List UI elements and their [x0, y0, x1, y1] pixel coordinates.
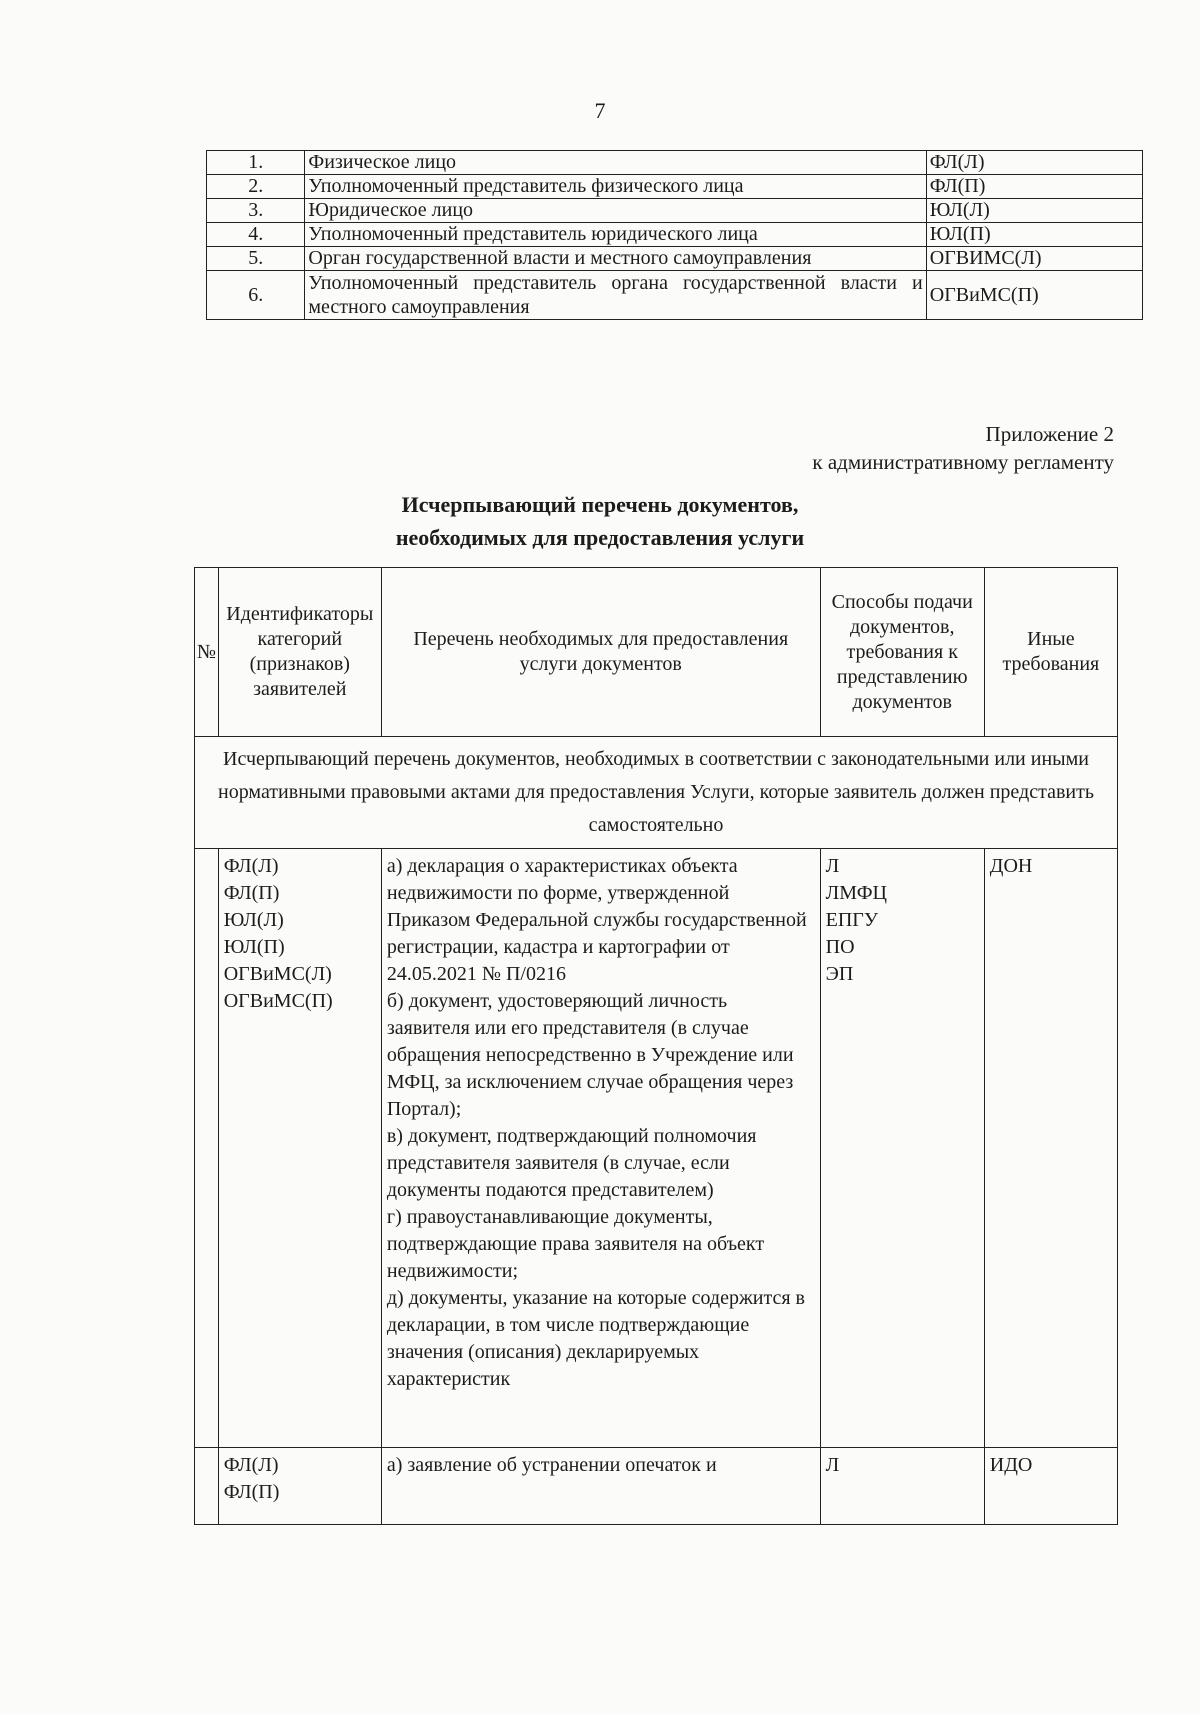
document-item: б) документ, удостоверяющий личность заявителя или его представителя (в случае обращения непосредственно в Учреждение или МФЦ, за исключением случае обращения через Портал);: [386, 990, 794, 1120]
header-documents: Перечень необходимых для предоставления услуги документов: [381, 568, 820, 737]
category-code: ОГВиМС(П): [926, 271, 1142, 320]
document-item: г) правоустанавливающие документы, подтверждающие права заявителя на объект недвижимости;: [386, 1206, 765, 1282]
header-submission-methods: Способы подачи документов, требования к представлению документов: [820, 568, 984, 737]
category-name: Орган государственной власти и местного самоуправления: [305, 247, 926, 271]
submission-method: Л: [825, 855, 840, 877]
identifier: ЮЛ(Л): [223, 909, 284, 931]
identifier: ОГВиМС(П): [223, 990, 333, 1012]
page-number: 7: [594, 98, 606, 123]
category-name: Уполномоченный представитель юридического лица: [305, 223, 926, 247]
appendix-note: [812, 420, 1114, 476]
submission-method: ЕПГУ: [825, 909, 879, 931]
category-code: ЮЛ(Л): [926, 199, 1142, 223]
identifier: ФЛ(П): [223, 882, 280, 904]
category-row: [207, 175, 1143, 199]
category-num: 4.: [207, 223, 305, 247]
table-header-row: [195, 568, 1118, 737]
header-identifiers: Идентификаторы категорий (признаков) заявителей: [218, 568, 381, 737]
document-item: а) заявление об устранении опечаток и: [386, 1454, 717, 1476]
category-code: ФЛ(Л): [926, 151, 1142, 175]
document-item: д) документы, указание на которые содержится в декларации, в том числе подтверждающие значения (описания) декларируемых характеристик: [386, 1287, 805, 1390]
identifier: ФЛ(П): [223, 1481, 280, 1503]
documents-table: [194, 567, 1118, 1525]
identifier: ФЛ(Л): [223, 855, 279, 877]
appendix-line-1: Приложение 2: [985, 422, 1114, 446]
row-documents: [381, 1448, 820, 1525]
row-documents: [381, 849, 820, 1448]
submission-method: ПО: [825, 936, 855, 958]
document-title-line-2: необходимых для предоставления услуги: [395, 525, 805, 550]
category-num: 6.: [207, 271, 305, 320]
submission-method: ЭП: [825, 963, 854, 985]
row-submission-methods: [820, 1448, 984, 1525]
document-item: а) декларация о характеристиках объекта недвижимости по форме, утвержденной Приказом Федеральной службы государственной регистрации, кадастра и картографии от 24.05.2021 № П/0216: [386, 855, 807, 985]
identifier: ФЛ(Л): [223, 1454, 279, 1476]
applicant-categories-table: [206, 150, 1143, 320]
category-row: [207, 223, 1143, 247]
identifier: ЮЛ(П): [223, 936, 285, 958]
category-name: Уполномоченный представитель органа государственной власти и местного самоуправления: [305, 271, 926, 320]
category-name: Уполномоченный представитель физического лица: [305, 175, 926, 199]
document-item: в) документ, подтверждающий полномочия представителя заявителя (в случае, если документы подаются представителем): [386, 1125, 757, 1201]
category-row: [207, 247, 1143, 271]
header-num: №: [195, 568, 219, 737]
category-name: Физическое лицо: [305, 151, 926, 175]
row-identifiers: [218, 1448, 381, 1525]
row-other-requirements: ДОН: [984, 849, 1117, 1448]
table-row: [195, 849, 1118, 1448]
appendix-line-2: к административному регламенту: [812, 450, 1114, 474]
category-row: [207, 271, 1143, 320]
row-other-requirements: ИДО: [984, 1448, 1117, 1525]
category-num: 1.: [207, 151, 305, 175]
row-num: [195, 849, 219, 1448]
section-row: [195, 737, 1118, 849]
table-row: [195, 1448, 1118, 1525]
category-row: [207, 151, 1143, 175]
row-submission-methods: [820, 849, 984, 1448]
category-code: ОГВИМС(Л): [926, 247, 1142, 271]
section-title: Исчерпывающий перечень документов, необходимых в соответствии с законодательными или иными нормативными правовыми актами для предоставления Услуги, которые заявитель должен представить самостоятельно: [195, 737, 1118, 849]
category-num: 3.: [207, 199, 305, 223]
row-num: [195, 1448, 219, 1525]
identifier: ОГВиМС(Л): [223, 963, 332, 985]
category-name: Юридическое лицо: [305, 199, 926, 223]
document-title: [0, 488, 1200, 554]
category-row: [207, 199, 1143, 223]
submission-method: Л: [825, 1454, 840, 1476]
header-other-requirements: Иные требования: [984, 568, 1117, 737]
category-num: 5.: [207, 247, 305, 271]
category-code: ЮЛ(П): [926, 223, 1142, 247]
submission-method: ЛМФЦ: [825, 882, 887, 904]
document-title-line-1: Исчерпывающий перечень документов,: [401, 492, 799, 517]
row-identifiers: [218, 849, 381, 1448]
category-code: ФЛ(П): [926, 175, 1142, 199]
category-num: 2.: [207, 175, 305, 199]
